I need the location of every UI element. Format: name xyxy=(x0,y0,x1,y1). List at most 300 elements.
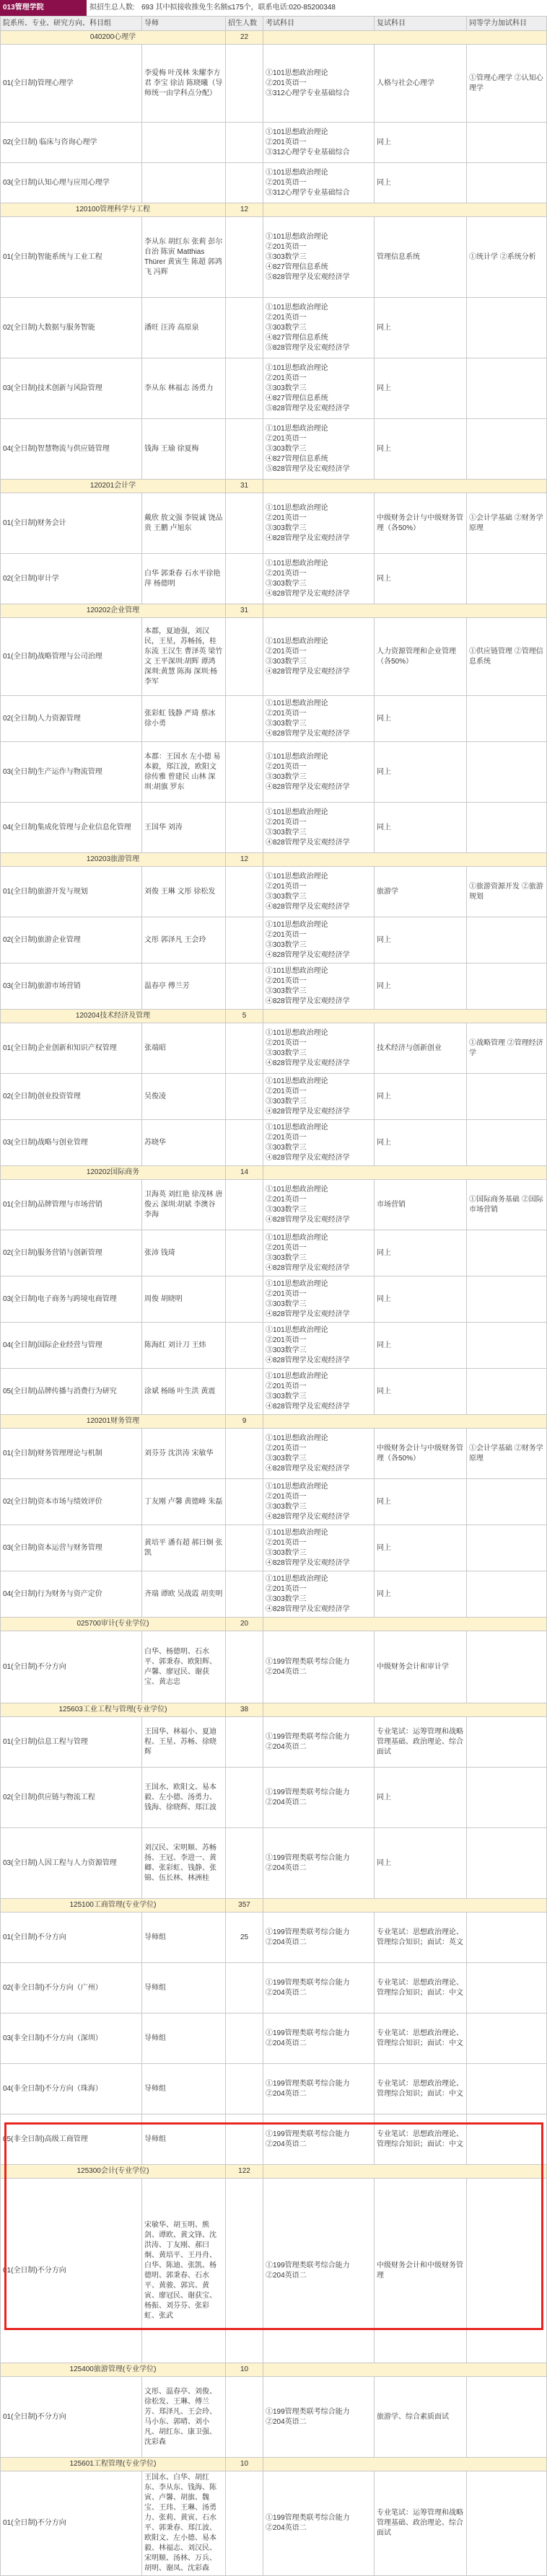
exam-subject: ④828管理学及宏观经济学 xyxy=(266,589,350,598)
direction-retest: 专业笔试：思想政治理论、管理综合知识；面试：中文 xyxy=(375,2114,467,2165)
direction-count xyxy=(226,1023,263,1074)
exam-subject: ①101思想政治理论 xyxy=(266,752,328,761)
exam-subject: ①101思想政治理论 xyxy=(266,1077,328,1085)
direction-exam xyxy=(263,1963,375,2013)
direction-retest: 中级财务会计和中级财务管理 xyxy=(375,2179,467,2363)
exam-subject: ③303数学三 xyxy=(266,940,307,949)
direction-name: 01(全日制)财务会计 xyxy=(1,493,142,554)
exam-subject: ③303数学三 xyxy=(266,892,307,901)
direction-tutor: 李从东 林福志 汤勇力 xyxy=(142,358,226,419)
exam-subject: ④828管理学及宏观经济学 xyxy=(266,1464,350,1473)
major-blank xyxy=(263,1010,547,1023)
exam-subject: ②201英语一 xyxy=(266,1382,307,1390)
major-count: 12 xyxy=(226,853,263,867)
direction-tutor: 陈海红 刘计刀 王炜 xyxy=(142,1323,226,1369)
exam-subject: ③303数学三 xyxy=(266,1454,307,1463)
exam-subject: ②201英语一 xyxy=(266,762,307,771)
exam-subject: ②201英语一 xyxy=(266,178,307,187)
direction-count: 25 xyxy=(226,1913,263,1963)
major-count: 357 xyxy=(226,1899,263,1913)
direction-extra xyxy=(467,163,547,203)
direction-extra: ①供应链管理 ②管理信息系统 xyxy=(467,618,547,696)
exam-subject: ④828管理学及宏观经济学 xyxy=(266,1310,350,1318)
exam-subject: ③303数学三 xyxy=(266,1143,307,1152)
direction-exam xyxy=(263,1180,375,1230)
direction-retest: 中级财务会计和审计学 xyxy=(375,1631,467,1703)
exam-subject: ②201英语一 xyxy=(266,930,307,939)
direction-name: 03(非全日制)不分方向（深圳） xyxy=(1,2013,142,2064)
direction-retest: 同上 xyxy=(375,358,467,419)
direction-count xyxy=(226,1717,263,1768)
exam-subject: ③303数学三 xyxy=(266,1548,307,1557)
exam-subject: ②204英语二 xyxy=(266,2524,307,2532)
major-row xyxy=(1,604,547,618)
exam-subject: ②204英语二 xyxy=(266,1988,307,1997)
direction-row xyxy=(1,1369,547,1415)
exam-subject: ①199管理类联考综合能力 xyxy=(266,1732,350,1741)
exam-subject: ②201英语一 xyxy=(266,374,307,382)
direction-retest: 同上 xyxy=(375,742,467,803)
exam-subject: ④828管理学及宏观经济学 xyxy=(266,1356,350,1364)
direction-extra xyxy=(467,2179,547,2363)
major-row xyxy=(1,203,547,217)
direction-exam xyxy=(263,298,375,358)
direction-exam xyxy=(263,1323,375,1369)
direction-name: 03(全日制)人因工程与人力资源管理 xyxy=(1,1828,142,1899)
direction-name: 03(全日制)认知心理与应用心理学 xyxy=(1,163,142,203)
exam-subject: ④828管理学及宏观经济学 xyxy=(266,1107,350,1116)
exam-subject: ④828管理学及宏观经济学 xyxy=(266,902,350,911)
direction-exam xyxy=(263,1525,375,1571)
direction-extra xyxy=(467,2114,547,2165)
direction-extra xyxy=(467,358,547,419)
exam-subject: ①101思想政治理论 xyxy=(266,1372,328,1380)
exam-subject: ②204英语二 xyxy=(266,2039,307,2047)
major-name: 125300会计(专业学位) xyxy=(1,2165,226,2179)
direction-extra: ①统计学 ②系统分析 xyxy=(467,217,547,298)
major-row xyxy=(1,31,547,45)
major-blank xyxy=(263,203,547,217)
exam-subject: ②201英语一 xyxy=(266,1133,307,1142)
direction-extra: ①旅游资源开发 ②旅游规划 xyxy=(467,867,547,917)
major-row xyxy=(1,1166,547,1180)
exam-subject: ①101思想政治理论 xyxy=(266,966,328,975)
direction-exam xyxy=(263,803,375,853)
direction-extra xyxy=(467,554,547,604)
exam-subject: ④828管理学及宏观经济学 xyxy=(266,782,350,791)
direction-count xyxy=(226,1276,263,1323)
direction-tutor: 李从东 胡红东 张莉 彭尔 自治 陈寅 Matthias Thürer 黄寅生 陈超 郭鸿飞 冯辉 xyxy=(142,217,226,298)
direction-count xyxy=(226,1571,263,1618)
direction-exam xyxy=(263,45,375,123)
direction-tutor: 齐瑞 谭欧 吴战霞 胡奕明 xyxy=(142,1571,226,1618)
exam-subject: ⑤828管理学及宏观经济学 xyxy=(266,404,350,413)
direction-row xyxy=(1,618,547,696)
direction-count xyxy=(226,493,263,554)
direction-row xyxy=(1,963,547,1010)
direction-count xyxy=(226,2179,263,2363)
exam-subject: ①101思想政治理论 xyxy=(266,1482,328,1491)
direction-name: 04(全日制)集成化管理与企业信息化管理 xyxy=(1,803,142,853)
direction-row xyxy=(1,1525,547,1571)
direction-tutor: 白华、杨德明、石水平、郭秉春、欧阳辉、卢馨、廖冠民、谢获宝、黄志忠 xyxy=(142,1631,226,1703)
exam-subject: ③312心理学专业基础综合 xyxy=(266,89,350,97)
direction-count xyxy=(226,1074,263,1120)
direction-tutor: 周俊 胡晓明 xyxy=(142,1276,226,1323)
direction-count xyxy=(226,1120,263,1166)
exam-subject: ①101思想政治理论 xyxy=(266,1123,328,1132)
exam-subject: ②201英语一 xyxy=(266,513,307,522)
direction-extra xyxy=(467,123,547,163)
direction-row xyxy=(1,1479,547,1525)
direction-retest: 同上 xyxy=(375,1828,467,1899)
direction-tutor: 宋敏华、胡玉明、熊剑、谭欧、黄文锋、沈洪涛、丁友刚、郝曰炯、黄培平、王丹舟、白华、陈迪、张凯、杨德明、郭秉春、石水平、黄骏、郭宾、黄寅、廖冠民、谢获宝、杨振、刘芬芬、张彩虹、张武 xyxy=(142,2179,226,2363)
exam-subject: ③312心理学专业基础综合 xyxy=(266,188,350,197)
major-blank xyxy=(263,1618,547,1631)
direction-exam xyxy=(263,1631,375,1703)
direction-name: 01(全日制)企业创新和知识产权管理 xyxy=(1,1023,142,1074)
direction-exam xyxy=(263,1074,375,1120)
direction-tutor: 导师组 xyxy=(142,2114,226,2165)
direction-name: 02(全日制) 临床与咨询心理学 xyxy=(1,123,142,163)
direction-name: 02(全日制)创业投资管理 xyxy=(1,1074,142,1120)
major-count: 122 xyxy=(226,2165,263,2179)
exam-subject: ②204英语二 xyxy=(266,1742,307,1751)
direction-extra xyxy=(467,1276,547,1323)
direction-tutor: 刘汉民、宋明顺、苏畅扬、王冠、李进一、黄卿、张彩虹、钱静、张锦、伍长林、林洲桂 xyxy=(142,1828,226,1899)
direction-row xyxy=(1,1180,547,1230)
direction-name: 02(全日制)服务营销与创新管理 xyxy=(1,1230,142,1276)
exam-subject: ⑤828管理学及宏观经济学 xyxy=(266,464,350,473)
direction-retest: 中级财务会计与中级财务管理（各50%） xyxy=(375,1429,467,1479)
direction-extra xyxy=(467,2064,547,2114)
exam-subject: ①199管理类联考综合能力 xyxy=(266,2407,350,2416)
direction-retest: 人格与社会心理学 xyxy=(375,45,467,123)
top-bar xyxy=(0,0,546,16)
direction-row xyxy=(1,2471,547,2576)
direction-retest: 同上 xyxy=(375,123,467,163)
exam-subject: ②204英语二 xyxy=(266,2140,307,2148)
direction-retest: 同上 xyxy=(375,419,467,480)
direction-name: 01(全日制)管理心理学 xyxy=(1,45,142,123)
exam-subject: ③303数学三 xyxy=(266,323,307,332)
major-row xyxy=(1,853,547,867)
direction-exam xyxy=(263,2064,375,2114)
exam-subject: ④828管理学及宏观经济学 xyxy=(266,1153,350,1162)
exam-subject: ②201英语一 xyxy=(266,138,307,146)
exam-subject: ①101思想政治理论 xyxy=(266,1574,328,1583)
exam-subject: ②204英语二 xyxy=(266,1938,307,1946)
direction-extra xyxy=(467,963,547,1010)
major-count: 10 xyxy=(226,2458,263,2471)
plan-text: 693 其中拟接收推免生名额≤175个，联系电话:020-85200348 xyxy=(141,4,336,12)
direction-exam xyxy=(263,867,375,917)
direction-name: 01(全日制)不分方向 xyxy=(1,2377,142,2458)
major-blank xyxy=(263,1166,547,1180)
direction-extra: ①管理心理学 ②认知心理学 xyxy=(467,45,547,123)
direction-retest: 技术经济与创新创业 xyxy=(375,1023,467,1074)
admissions-table xyxy=(0,16,547,2576)
direction-tutor xyxy=(142,123,226,163)
exam-subject: ②204英语二 xyxy=(266,2417,307,2426)
direction-count xyxy=(226,618,263,696)
exam-subject: ④828管理学及宏观经济学 xyxy=(266,1402,350,1411)
exam-subject: ①101思想政治理论 xyxy=(266,303,328,312)
exam-subject: ③303数学三 xyxy=(266,772,307,781)
direction-tutor: 导师组 xyxy=(142,2013,226,2064)
direction-name: 02(非全日制)不分方向（广州） xyxy=(1,1963,142,2013)
exam-subject: ①101思想政治理论 xyxy=(266,872,328,881)
direction-exam xyxy=(263,493,375,554)
exam-subject: ①101思想政治理论 xyxy=(266,168,328,177)
direction-count xyxy=(226,2471,263,2576)
direction-name: 01(全日制)智能系统与工业工程 xyxy=(1,217,142,298)
exam-subject: ③303数学三 xyxy=(266,1346,307,1354)
major-name: 025700审计(专业学位) xyxy=(1,1618,226,1631)
major-row xyxy=(1,2458,547,2471)
school-name: 013管理学院 xyxy=(0,0,87,16)
direction-name: 04(全日制)国际企业经营与管理 xyxy=(1,1323,142,1369)
exam-subject: ③303数学三 xyxy=(266,1300,307,1308)
exam-subject: ②204英语二 xyxy=(266,2271,307,2280)
direction-count xyxy=(226,963,263,1010)
exam-subject: ①199管理类联考综合能力 xyxy=(266,2079,350,2088)
exam-subject: ③303数学三 xyxy=(266,1049,307,1057)
exam-subject: ①101思想政治理论 xyxy=(266,424,328,433)
direction-exam xyxy=(263,1828,375,1899)
direction-retest: 同上 xyxy=(375,1276,467,1323)
direction-name: 02(全日制)供应链与物流工程 xyxy=(1,1768,142,1828)
direction-name: 03(全日制)电子商务与跨境电商管理 xyxy=(1,1276,142,1323)
direction-row xyxy=(1,1631,547,1703)
exam-subject: ①199管理类联考综合能力 xyxy=(266,2261,350,2270)
direction-row xyxy=(1,1230,547,1276)
direction-retest: 市场营销 xyxy=(375,1180,467,1230)
direction-row xyxy=(1,2114,547,2165)
major-blank xyxy=(263,1703,547,1717)
direction-row xyxy=(1,45,547,123)
major-blank xyxy=(263,2165,547,2179)
exam-subject: ①199管理类联考综合能力 xyxy=(266,1978,350,1987)
direction-name: 03(全日制)战略与创业管理 xyxy=(1,1120,142,1166)
exam-subject: ①199管理类联考综合能力 xyxy=(266,1928,350,1936)
direction-extra xyxy=(467,1120,547,1166)
exam-subject: ④828管理学及宏观经济学 xyxy=(266,950,350,959)
major-count: 38 xyxy=(226,1703,263,1717)
direction-count xyxy=(226,1323,263,1369)
direction-row xyxy=(1,2377,547,2458)
major-row xyxy=(1,1010,547,1023)
exam-subject: ④827管理信息系统 xyxy=(266,263,328,271)
direction-exam xyxy=(263,2179,375,2363)
direction-tutor: 王国华、林福小、夏迪程、王星、苏畅、徐晓辉 xyxy=(142,1717,226,1768)
exam-subject: ②201英语一 xyxy=(266,1195,307,1204)
direction-retest: 同上 xyxy=(375,1525,467,1571)
direction-extra xyxy=(467,1479,547,1525)
exam-subject: ①101思想政治理论 xyxy=(266,1185,328,1194)
direction-row xyxy=(1,163,547,203)
major-name: 125400旅游管理(专业学位) xyxy=(1,2363,226,2377)
direction-tutor: 丁友刚 卢馨 黄德峰 朱磊 xyxy=(142,1479,226,1525)
direction-retest: 同上 xyxy=(375,1120,467,1166)
direction-extra xyxy=(467,1074,547,1120)
direction-extra xyxy=(467,2377,547,2458)
header-cell: 考试科目 xyxy=(263,17,375,31)
exam-subject: ④827管理信息系统 xyxy=(266,333,328,342)
direction-row xyxy=(1,1768,547,1828)
direction-extra xyxy=(467,1525,547,1571)
direction-name: 04(全日制)行为财务与资产定价 xyxy=(1,1571,142,1618)
exam-subject: ④828管理学及宏观经济学 xyxy=(266,1215,350,1224)
exam-subject: ①101思想政治理论 xyxy=(266,69,328,77)
exam-subject: ②201英语一 xyxy=(266,1444,307,1452)
major-blank xyxy=(263,480,547,493)
direction-retest: 同上 xyxy=(375,1230,467,1276)
header-cell: 院系所、专业、研究方向、科目组 xyxy=(1,17,142,31)
exam-subject: ①101思想政治理论 xyxy=(266,503,328,512)
major-count: 14 xyxy=(226,1166,263,1180)
direction-tutor: 文彤 郭泽凡 王会玲 xyxy=(142,917,226,963)
direction-exam xyxy=(263,554,375,604)
direction-count xyxy=(226,2377,263,2458)
major-count: 10 xyxy=(226,2363,263,2377)
header-cell: 导师 xyxy=(142,17,226,31)
direction-exam xyxy=(263,696,375,742)
direction-count xyxy=(226,1429,263,1479)
direction-name: 02(全日制)大数据与服务智能 xyxy=(1,298,142,358)
exam-subject: ④828管理学及宏观经济学 xyxy=(266,997,350,1005)
exam-subject: ①199管理类联考综合能力 xyxy=(266,1657,350,1666)
exam-subject: ①199管理类联考综合能力 xyxy=(266,2029,350,2037)
direction-retest: 专业笔试：思想政治理论、管理综合知识；面试：中文 xyxy=(375,1963,467,2013)
direction-extra xyxy=(467,696,547,742)
direction-retest: 中级财务会计与中级财务管理（各50%） xyxy=(375,493,467,554)
exam-subject: ④828管理学及宏观经济学 xyxy=(266,1512,350,1521)
direction-exam xyxy=(263,1479,375,1525)
direction-count xyxy=(226,358,263,419)
exam-subject: ④828管理学及宏观经济学 xyxy=(266,1558,350,1567)
direction-count xyxy=(226,123,263,163)
direction-row xyxy=(1,1120,547,1166)
direction-row xyxy=(1,2013,547,2064)
exam-subject: ①101思想政治理论 xyxy=(266,363,328,372)
direction-extra xyxy=(467,1768,547,1828)
direction-retest: 同上 xyxy=(375,1369,467,1415)
direction-name: 01(全日制)品牌管理与市场营销 xyxy=(1,1180,142,1230)
direction-tutor: 王国华 刘涛 xyxy=(142,803,226,853)
direction-retest: 同上 xyxy=(375,1768,467,1828)
direction-retest: 同上 xyxy=(375,554,467,604)
direction-row xyxy=(1,2064,547,2114)
direction-name: 04(全日制)智慧物流与供应链管理 xyxy=(1,419,142,480)
direction-retest: 同上 xyxy=(375,1571,467,1618)
direction-count xyxy=(226,917,263,963)
direction-tutor: 张端昭 xyxy=(142,1023,226,1074)
direction-count xyxy=(226,419,263,480)
major-count: 9 xyxy=(226,1415,263,1429)
exam-subject: ②201英语一 xyxy=(266,242,307,251)
direction-name: 04(非全日制)不分方向（珠海） xyxy=(1,2064,142,2114)
direction-name: 01(全日制)不分方向 xyxy=(1,2179,142,2363)
exam-subject: ④827管理信息系统 xyxy=(266,454,328,463)
direction-exam xyxy=(263,1369,375,1415)
major-blank xyxy=(263,2363,547,2377)
direction-extra xyxy=(467,1913,547,1963)
exam-subject: ②204英语二 xyxy=(266,1863,307,1872)
exam-subject: ①199管理类联考综合能力 xyxy=(266,1853,350,1862)
direction-name: 03(全日制)资本运营与财务管理 xyxy=(1,1525,142,1571)
exam-subject: ①101思想政治理论 xyxy=(266,920,328,929)
direction-retest: 专业笔试：思想政治理论、管理综合知识；面试：英文 xyxy=(375,1913,467,1963)
direction-count xyxy=(226,1768,263,1828)
direction-extra xyxy=(467,1323,547,1369)
major-name: 125100工商管理(专业学位) xyxy=(1,1899,226,1913)
direction-row xyxy=(1,696,547,742)
direction-tutor: 吴俊凌 xyxy=(142,1074,226,1120)
direction-tutor: 黄培平 潘有超 郝曰炯 张凯 xyxy=(142,1525,226,1571)
direction-row xyxy=(1,1276,547,1323)
direction-exam xyxy=(263,1913,375,1963)
direction-retest: 同上 xyxy=(375,163,467,203)
direction-row xyxy=(1,298,547,358)
direction-exam xyxy=(263,2013,375,2064)
direction-row xyxy=(1,1828,547,1899)
direction-row xyxy=(1,1717,547,1768)
direction-row xyxy=(1,742,547,803)
direction-exam xyxy=(263,123,375,163)
direction-name: 01(全日制)战略管理与公司治理 xyxy=(1,618,142,696)
major-row xyxy=(1,1703,547,1717)
major-row xyxy=(1,480,547,493)
exam-subject: ②204英语二 xyxy=(266,1798,307,1807)
direction-count xyxy=(226,554,263,604)
direction-count xyxy=(226,803,263,853)
exam-subject: ③303数学三 xyxy=(266,719,307,728)
direction-count xyxy=(226,2064,263,2114)
direction-name: 01(全日制)不分方向 xyxy=(1,1913,142,1963)
direction-retest: 同上 xyxy=(375,1479,467,1525)
header-cell: 同等学力加试科目 xyxy=(467,17,547,31)
direction-row xyxy=(1,1023,547,1074)
direction-tutor: 本郡：王国水 左小德 易本毅，郑江波，欧阳文 徐传雅 曾建民 山林 深圳:胡旗 罗东 xyxy=(142,742,226,803)
direction-tutor: 王国水、白华、胡红东、李从东、钱海、陈寅、卢馨、胡旗、魏宝、王玮、王琳、汤勇力、张莉、黄寅、石水平、郭秉春、郑江波、欧阳文、左小德、易本毅、林福志、刘汉民、宋明顺、汤林、万兵、胡明、谢凤、沈彩森 xyxy=(142,2471,226,2576)
direction-tutor: 潘旺 汪涛 高原泉 xyxy=(142,298,226,358)
direction-name: 03(全日制)生产运作与物流管理 xyxy=(1,742,142,803)
major-row xyxy=(1,2165,547,2179)
header-cell: 招生人数 xyxy=(226,17,263,31)
exam-subject: ①101思想政治理论 xyxy=(266,1233,328,1242)
direction-count xyxy=(226,217,263,298)
direction-retest: 同上 xyxy=(375,696,467,742)
exam-subject: ③312心理学专业基础综合 xyxy=(266,148,350,156)
direction-row xyxy=(1,2179,547,2363)
direction-retest: 人力资源管理和企业管理（各50%） xyxy=(375,618,467,696)
exam-subject: ②201英语一 xyxy=(266,313,307,322)
exam-subject: ④828管理学及宏观经济学 xyxy=(266,729,350,738)
direction-tutor: 涂斌 杨旸 叶生洪 黄震 xyxy=(142,1369,226,1415)
exam-subject: ④828管理学及宏观经济学 xyxy=(266,667,350,676)
direction-count xyxy=(226,2114,263,2165)
major-row xyxy=(1,1415,547,1429)
major-blank xyxy=(263,853,547,867)
exam-subject: ②201英语一 xyxy=(266,1038,307,1047)
exam-subject: ①199管理类联考综合能力 xyxy=(266,1788,350,1796)
direction-retest: 同上 xyxy=(375,1074,467,1120)
direction-tutor: 温春亭 傅兰芳 xyxy=(142,963,226,1010)
direction-extra: ①会计学基础 ②财务学原理 xyxy=(467,1429,547,1479)
major-count: 12 xyxy=(226,203,263,217)
direction-name: 01(全日制)不分方向 xyxy=(1,2471,142,2576)
